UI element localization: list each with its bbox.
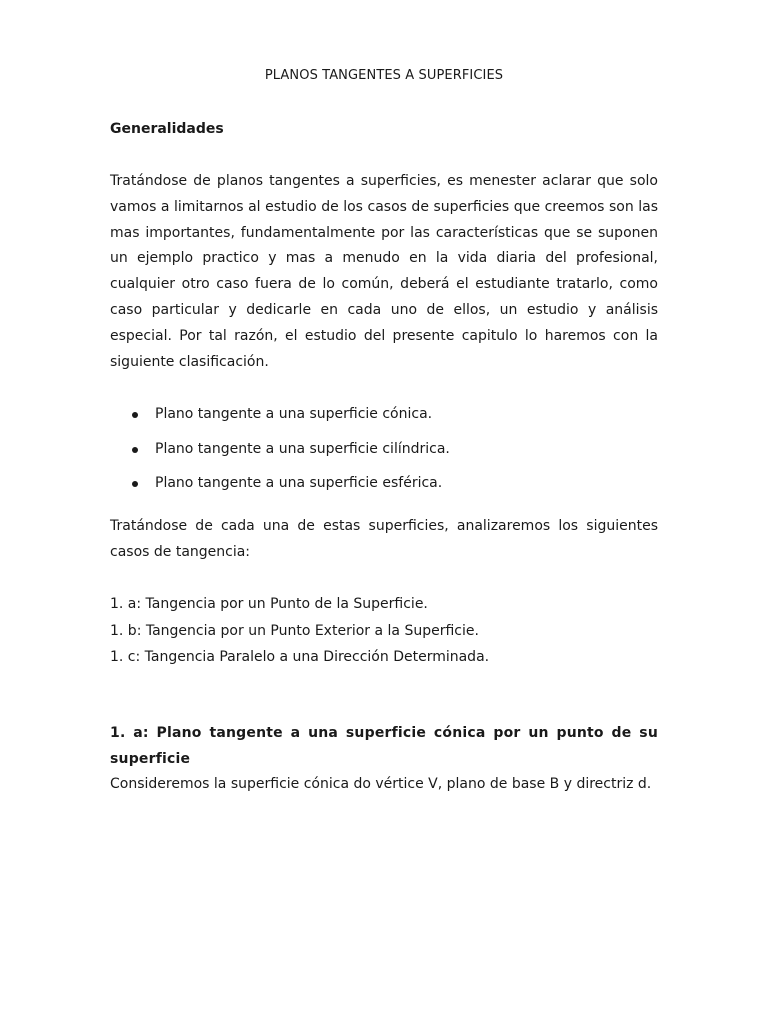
bullet-icon (132, 481, 138, 487)
surface-bullet-list (110, 402, 658, 506)
subsection-heading: 1. a: Plano tangente a una superficie cónica por un punto de su superficie (110, 725, 658, 767)
intro-paragraph: Tratándose de planos tangentes a superficies, es menester aclarar que solo vamos a limitarnos al estudio de los casos de superficies que creemos son las mas importantes, fundamentalmente por las características que se suponen un ejemplo practico y mas a menudo en la vida diaria del profesional, cualquier otro caso fuera de lo común, deberá el estudiante tratarlo, como caso particular y dedicarle en cada uno de ellos, un estudio y análisis especial. Por tal razón, el estudio del presente capitulo lo haremos con la siguiente clasificación. (110, 173, 658, 370)
cone-paragraph: Consideremos la superficie cónica do vértice V, plano de base B y directriz d. (110, 776, 652, 792)
list-item (110, 402, 658, 437)
list-item-text: Plano tangente a una superficie esférica. (155, 475, 443, 491)
case-item: 1. b: Tangencia por un Punto Exterior a la Superficie. (110, 622, 479, 639)
cases-intro-paragraph: Tratándose de cada una de estas superficies, analizaremos los siguientes casos de tangencia: (110, 518, 658, 560)
case-item: 1. c: Tangencia Paralelo a una Dirección Determinada. (110, 649, 490, 665)
bullet-icon (132, 447, 138, 453)
list-item-text: Plano tangente a una superficie cónica. (155, 406, 433, 422)
bullet-icon (132, 412, 138, 418)
list-item (110, 437, 658, 472)
list-item-text: Plano tangente a una superficie cilíndrica. (155, 440, 450, 457)
document-title: PLANOS TANGENTES A SUPERFICIES (264, 68, 504, 83)
list-item (110, 471, 658, 506)
section-heading: Generalidades (110, 121, 224, 137)
tangency-cases-list (110, 591, 489, 671)
case-item: 1. a: Tangencia por un Punto de la Superficie. (110, 596, 428, 612)
